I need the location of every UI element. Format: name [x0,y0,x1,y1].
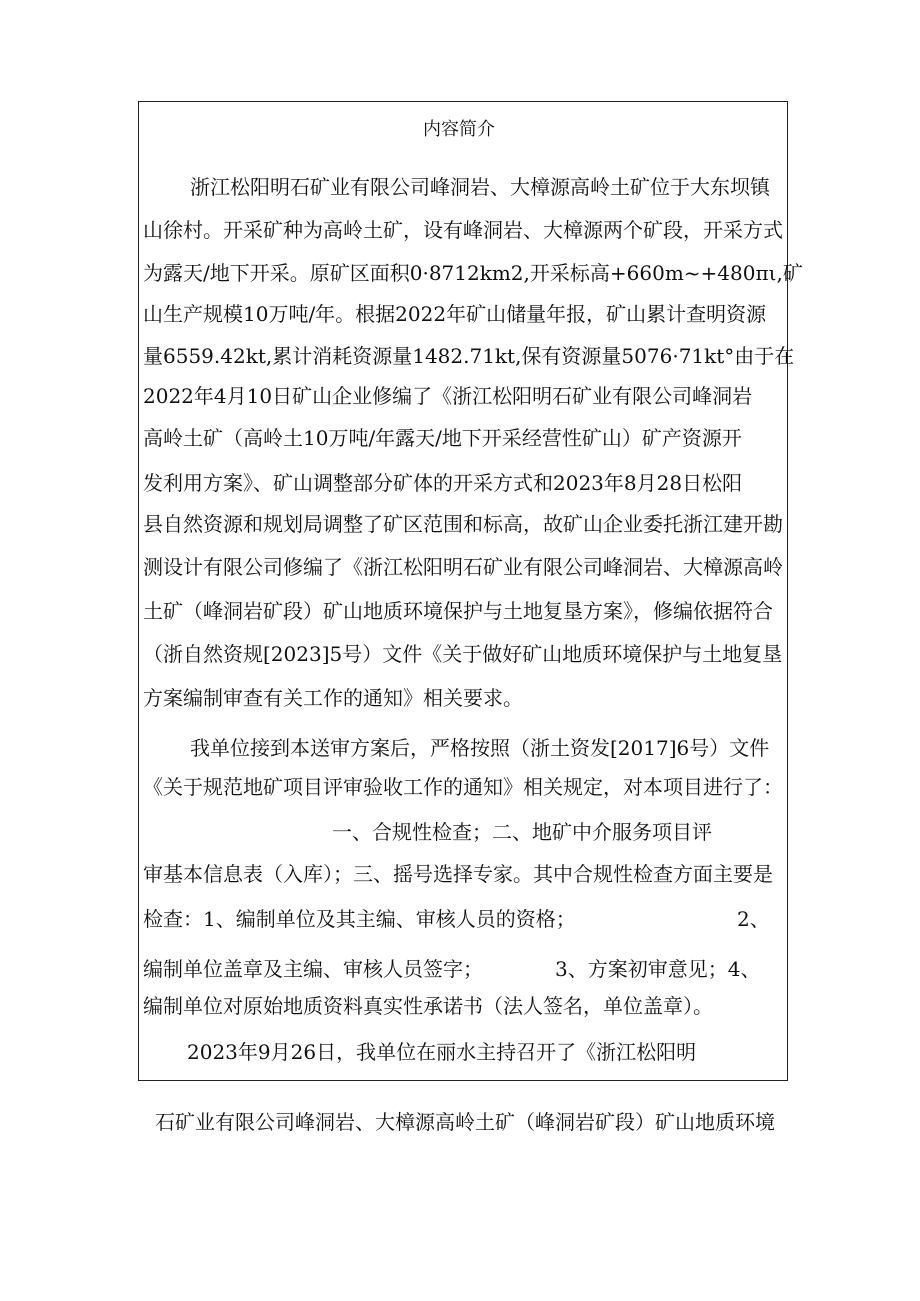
section-heading: 内容简介 [423,119,495,140]
paragraph-line: 3、方案初审意见；4、 [555,957,761,981]
paragraph-line: 编制单位对原始地质资料真实性承诺书（法人签名，单位盖章）。 [143,994,713,1018]
paragraph-line: 山徐村。开采矿种为高岭土矿，设有峰洞岩、大樟源两个矿段，开采方式 [143,218,783,242]
content-summary-box [138,101,803,1081]
paragraph-line: 高岭土矿（高岭土10万吨/年露天/地下开采经营性矿山）矿产资源开 [143,426,742,450]
paragraph-line: 方案编制审查有关工作的通知》相关要求。 [143,686,523,710]
paragraph-line: 我单位接到本送审方案后，严格按照（浙土资发[2017]6号）文件 [190,736,770,760]
paragraph-line: 山生产规模10万吨/年。根据2022年矿山储量年报，矿山累计查明资源 [143,302,767,326]
paragraph-line: 县自然资源和规划局调整了矿区范围和标高，故矿山企业委托浙江建开勘 [143,512,783,536]
paragraph-line: 土矿（峰洞岩矿段）矿山地质环境保护与土地复垦方案》，修编依据符合 [143,599,773,623]
paragraph-line: 测设计有限公司修编了《浙江松阳明石矿业有限公司峰洞岩、大樟源高岭 [143,555,783,579]
paragraph-line: 浙江松阳明石矿业有限公司峰洞岩、大樟源高岭土矿位于大东坝镇 [190,175,770,199]
paragraph-line: 检查：1、编制单位及其主编、审核人员的资格； [143,907,576,931]
paragraph-line: 2、 [737,907,770,931]
paragraph-line: 2022年4月10日矿山企业修编了《浙江松阳明石矿业有限公司峰洞岩 [143,384,753,408]
paragraph-line: 编制单位盖章及主编、审核人员签字； [143,957,483,981]
paragraph-line: 审基本信息表（入库）；三、摇号选择专家。其中合规性检查方面主要是 [143,862,773,886]
paragraph-line: 一、合规性检查；二、地矿中介服务项目评 [332,820,712,844]
paragraph-line: 2023年9月26日，我单位在丽水主持召开了《浙江松阳明 [187,1040,697,1064]
paragraph-line: 为露天/地下开采。原矿区面积0·8712km2,开采标高+660m~+480πι,矿 [143,261,803,285]
paragraph-line: 发利用方案》、矿山调整部分矿体的开采方式和2023年8月28日松阳 [143,471,743,495]
paragraph-line: 量6559.42kt,累计消耗资源量1482.71kt,保有资源量5076·71kt°由于在 [143,344,795,368]
continuation-line: 石矿业有限公司峰洞岩、大樟源高岭土矿（峰洞岩矿段）矿山地质环境 [155,1110,775,1134]
paragraph-line: 《关于规范地矿项目评审验收工作的通知》相关规定，对本项目进行了： [143,775,783,799]
paragraph-line: （浙自然资规[2023]5号）文件《关于做好矿山地质环境保护与土地复垦 [143,642,783,666]
